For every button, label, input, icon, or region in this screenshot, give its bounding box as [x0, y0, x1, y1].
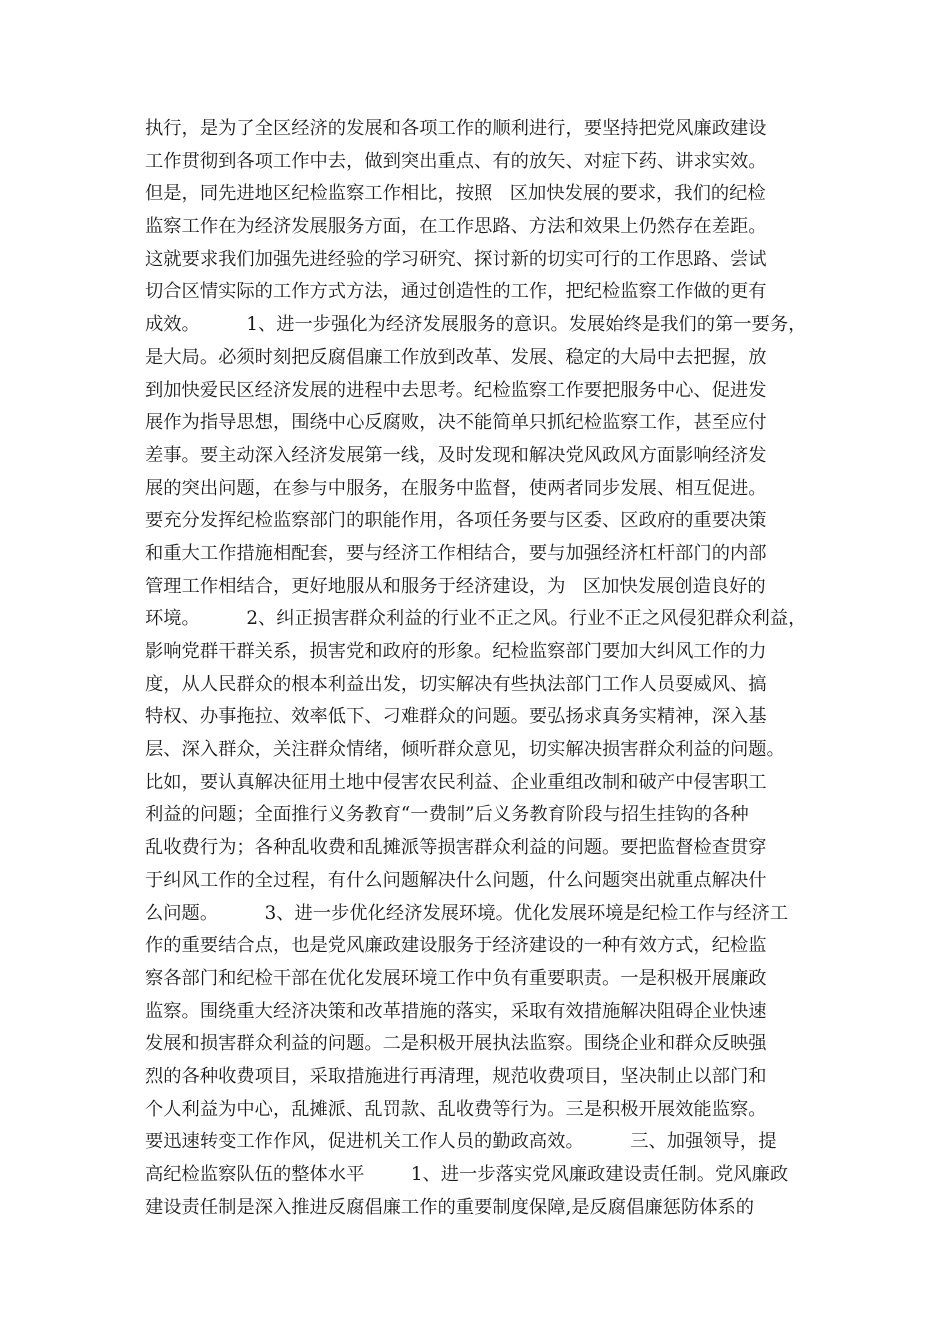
text-line: 管理工作相结合，更好地服从和服务于经济建设，为 区加快发展创造良好的: [145, 575, 766, 597]
text-line: 成效。 1、进一步强化为经济发展服务的意识。发展始终是我们的第一要务，: [145, 314, 807, 336]
text-line: 个人利益为中心，乱摊派、乱罚款、乱收费等行为。三是积极开展效能监察。: [145, 1098, 767, 1120]
text-line: 到加快爱民区经济发展的进程中去思考。纪检监察工作要把服务中心、促进发: [145, 379, 767, 401]
text-line: 展作为指导思想，围绕中心反腐败，决不能简单只抓纪检监察工作，甚至应付: [145, 412, 767, 434]
text-line: 执行，是为了全区经济的发展和各项工作的顺利进行，要坚持把党风廉政建设: [145, 118, 767, 139]
text-line: 监察。围绕重大经济决策和改革措施的落实，采取有效措施解决阻碍企业快速: [145, 1000, 767, 1022]
text-line: 切合区情实际的工作方式方法，通过创造性的工作，把纪检监察工作做的更有: [145, 281, 767, 303]
text-line: 监察工作在为经济发展服务方面，在工作思路、方法和效果上仍然存在差距。: [145, 216, 767, 238]
text-line: 影响党群干群关系，损害党和政府的形象。纪检监察部门要加大纠风工作的力: [145, 641, 767, 662]
text-line: 要充分发挥纪检监察部门的职能作用，各项任务要与区委、区政府的重要决策: [145, 510, 767, 532]
text-line: 发展和损害群众利益的问题。二是积极开展执法监察。围绕企业和群众反映强: [145, 1033, 767, 1055]
text-line: 高纪检监察队伍的整体水平 1、进一步落实党风廉政建设责任制。党风廉政: [145, 1164, 789, 1185]
text-line: 建设责任制是深入推进反腐倡廉工作的重要制度保障,是反腐倡廉惩防体系的: [145, 1196, 755, 1218]
text-line: 这就要求我们加强先进经验的学习研究、探讨新的切实可行的工作思路、尝试: [145, 248, 767, 270]
text-line: 烈的各种收费项目，采取措施进行再清理，规范收费项目，坚决制止以部门和: [145, 1065, 767, 1087]
text-line: 但是，同先进地区纪检监察工作相比，按照 区加快发展的要求，我们的纪检: [145, 183, 766, 205]
text-line: 工作贯彻到各项工作中去，做到突出重点、有的放矢、对症下药、讲求实效。: [145, 150, 767, 172]
text-line: 和重大工作措施相配套，要与经济工作相结合，要与加强经济杠杆部门的内部: [145, 542, 767, 564]
text-line: 特权、办事拖拉、效率低下、刁难群众的问题。要弘扬求真务实精神，深入基: [145, 706, 767, 728]
text-line: 度，从人民群众的根本利益出发，切实解决有些执法部门工作人员耍威风、搞: [145, 673, 767, 695]
text-line: 比如，要认真解决征用土地中侵害农民利益、企业重组改制和破产中侵害职工: [145, 771, 767, 793]
text-line: 于纠风工作的全过程，有什么问题解决什么问题，什么问题突出就重点解决什: [145, 869, 767, 891]
text-line: 察各部门和纪检干部在优化发展环境工作中负有重要职责。一是积极开展廉政: [145, 967, 767, 989]
text-line: 环境。 2、纠正损害群众利益的行业不正之风。行业不正之风侵犯群众利益，: [145, 608, 807, 630]
text-line: 展的突出问题，在参与中服务，在服务中监督，使两者同步发展、相互促进。: [145, 477, 767, 499]
text-line: 层、深入群众，关注群众情绪，倾听群众意见，切实解决损害群众利益的问题。: [145, 739, 785, 761]
text-line: 作的重要结合点，也是党风廉政建设服务于经济建设的一种有效方式，纪检监: [145, 935, 767, 957]
body-text: [145, 113, 815, 1224]
text-line: 差事。要主动深入经济发展第一线，及时发现和解决党风政风方面影响经济发: [145, 444, 767, 466]
text-line: 乱收费行为；各种乱收费和乱摊派等损害群众利益的问题。要把监督检查贯穿: [145, 837, 767, 859]
text-line: 利益的问题；全面推行义务教育“一费制”后义务教育阶段与招生挂钩的各种: [145, 804, 749, 826]
text-line: 是大局。必须时刻把反腐倡廉工作放到改革、发展、稳定的大局中去把握，放: [145, 346, 767, 368]
text-line: 么问题。 3、进一步优化经济发展环境。优化发展环境是纪检工作与经济工: [145, 902, 789, 924]
text-line: 要迅速转变工作作风，促进机关工作人员的勤政高效。 三、加强领导，提: [145, 1131, 777, 1153]
